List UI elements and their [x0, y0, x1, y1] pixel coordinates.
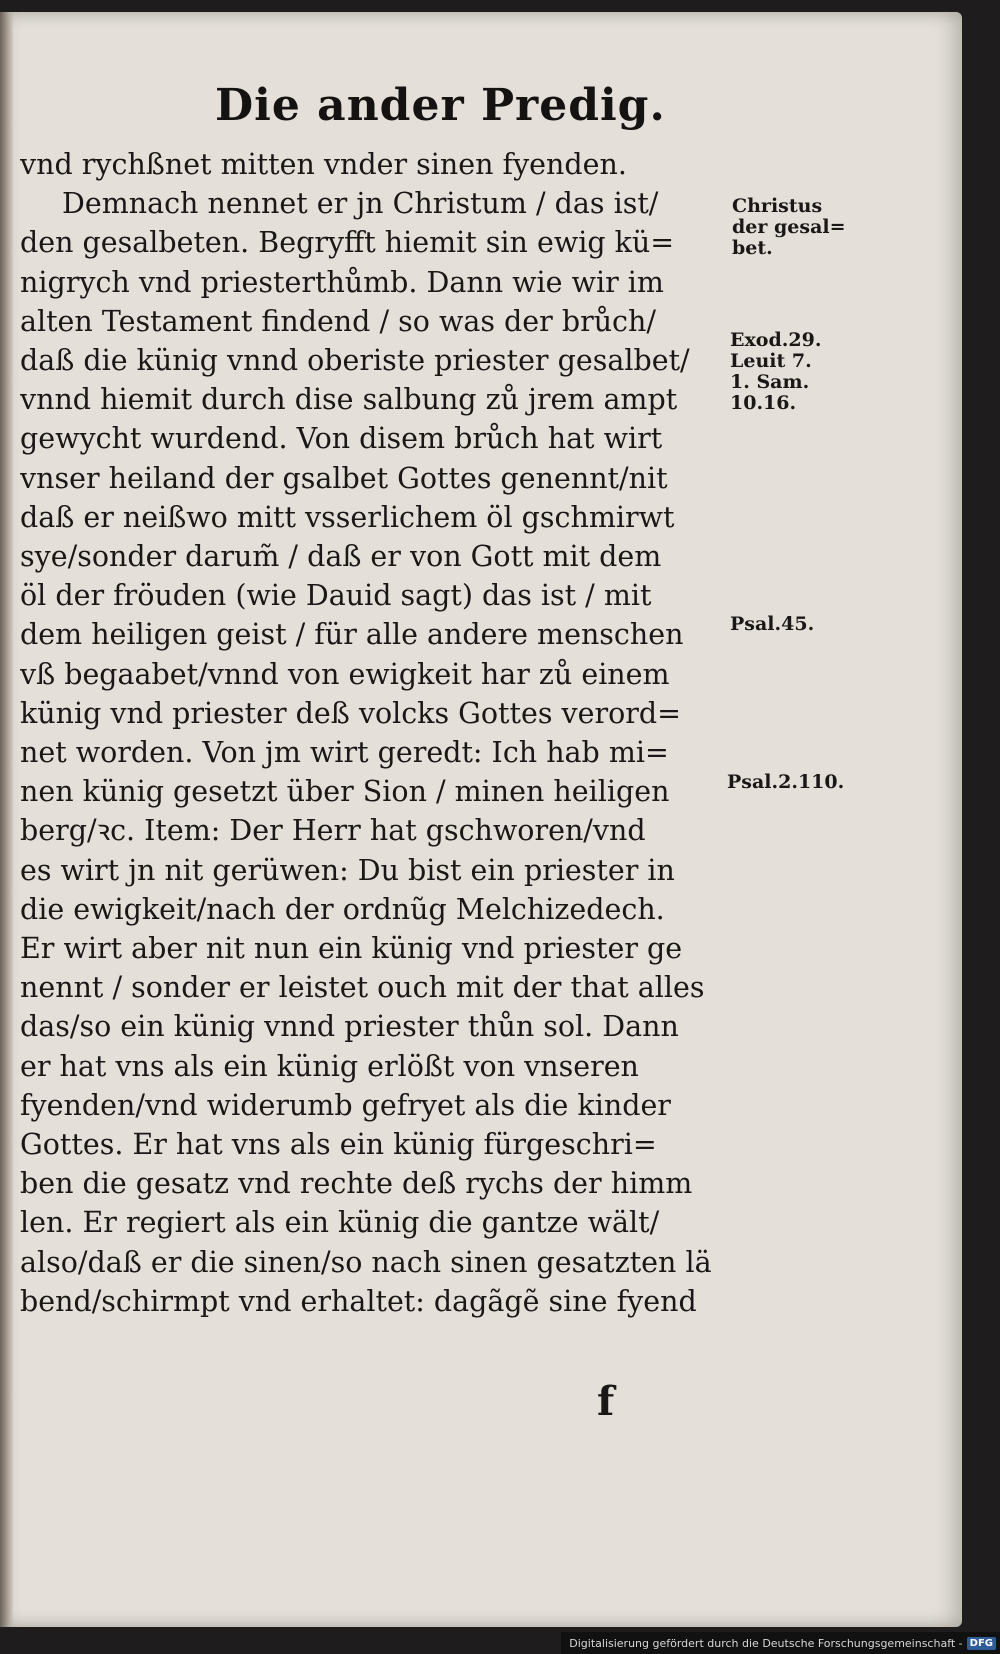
text-line: vnnd hiemit durch dise salbung zů jrem ampt: [20, 383, 678, 417]
text-line: es wirt jn nit gerüwen: Du bist ein priester in: [20, 853, 675, 887]
marginal-note-exodus: Exod.29. Leuit 7. 1. Sam. 10.16.: [730, 329, 822, 414]
body-text: [20, 145, 720, 1321]
book-spine-shadow: [0, 12, 14, 1627]
text-line: daß er neißwo mitt vsserlichem öl gschmirwt: [20, 500, 675, 534]
text-line: net worden. Von jm wirt geredt: Ich hab mi=: [20, 736, 669, 770]
text-line: fyenden/vnd widerumb gefryet als die kinder: [20, 1088, 671, 1122]
dfg-logo: DFG: [967, 1637, 996, 1650]
text-line: künig vnd priester deß volcks Gottes verord=: [20, 696, 682, 730]
text-line: len. Er regiert als ein künig die gantze wält/: [20, 1206, 660, 1240]
text-line: er hat vns als ein künig erlößt von vnseren: [20, 1049, 639, 1083]
text-line: öl der fröuden (wie Dauid sagt) das ist / mit: [20, 579, 652, 613]
footer-credit: Digitalisierung gefördert durch die Deutsche Forschungsgemeinschaft -: [569, 1636, 963, 1650]
text-line: vnd rychßnet mitten vnder sinen fyenden.: [20, 148, 627, 181]
text-line: gewycht wurdend. Von disem brůch hat wirt: [20, 422, 663, 456]
text-line: Er wirt aber nit nun ein künig vnd priester ge: [20, 932, 683, 966]
footer-bar: [561, 1632, 1000, 1654]
text-line: alten Testament findend / so was der brůch/: [20, 304, 656, 338]
text-line: berg/ꝛc. Item: Der Herr hat gschworen/vnd: [20, 814, 646, 848]
text-line: Gottes. Er hat vns als ein künig fürgeschri=: [20, 1128, 657, 1162]
text-line: nigrych vnd priesterthůmb. Dann wie wir im: [20, 265, 664, 299]
text-line: daß die künig vnnd oberiste priester gesalbet/: [20, 344, 690, 378]
text-line: Demnach nennet er jn Christum / das ist/: [62, 187, 659, 221]
text-line: ben die gesatz vnd rechte deß rychs der himm: [20, 1167, 693, 1201]
text-line: bend/schirmpt vnd erhaltet: dagãgẽ sine fyend: [20, 1284, 697, 1318]
text-line: nennt / sonder er leistet ouch mit der that alles: [20, 971, 705, 1005]
text-line: dem heiligen geist / für alle andere menschen: [20, 618, 684, 652]
signature-mark: f: [597, 1378, 615, 1425]
marginal-note-christus: Christus der gesal= bet.: [732, 195, 846, 259]
text-line: die ewigkeit/nach der ordnũg Melchizedech.: [20, 892, 665, 926]
text-line: also/daß er die sinen/so nach sinen gesatzten lä: [20, 1245, 712, 1279]
text-line: vß begaabet/vnnd von ewigkeit har zů einem: [20, 657, 670, 691]
text-line: den gesalbeten. Begryfft hiemit sin ewig kü=: [20, 226, 675, 260]
text-line: sye/sonder darum̃ / daß er von Gott mit dem: [20, 540, 662, 574]
text-line: das/so ein künig vnnd priester thůn sol. Dann: [20, 1010, 679, 1044]
text-line: nen künig gesetzt über Sion / minen heiligen: [20, 775, 670, 809]
page-heading: Die ander Predig.: [215, 80, 666, 131]
marginal-note-psalm-2-110: Psal.2.110.: [727, 771, 845, 793]
marginal-note-psalm-45: Psal.45.: [730, 613, 815, 635]
text-line: vnser heiland der gsalbet Gottes genennt/nit: [20, 461, 668, 495]
